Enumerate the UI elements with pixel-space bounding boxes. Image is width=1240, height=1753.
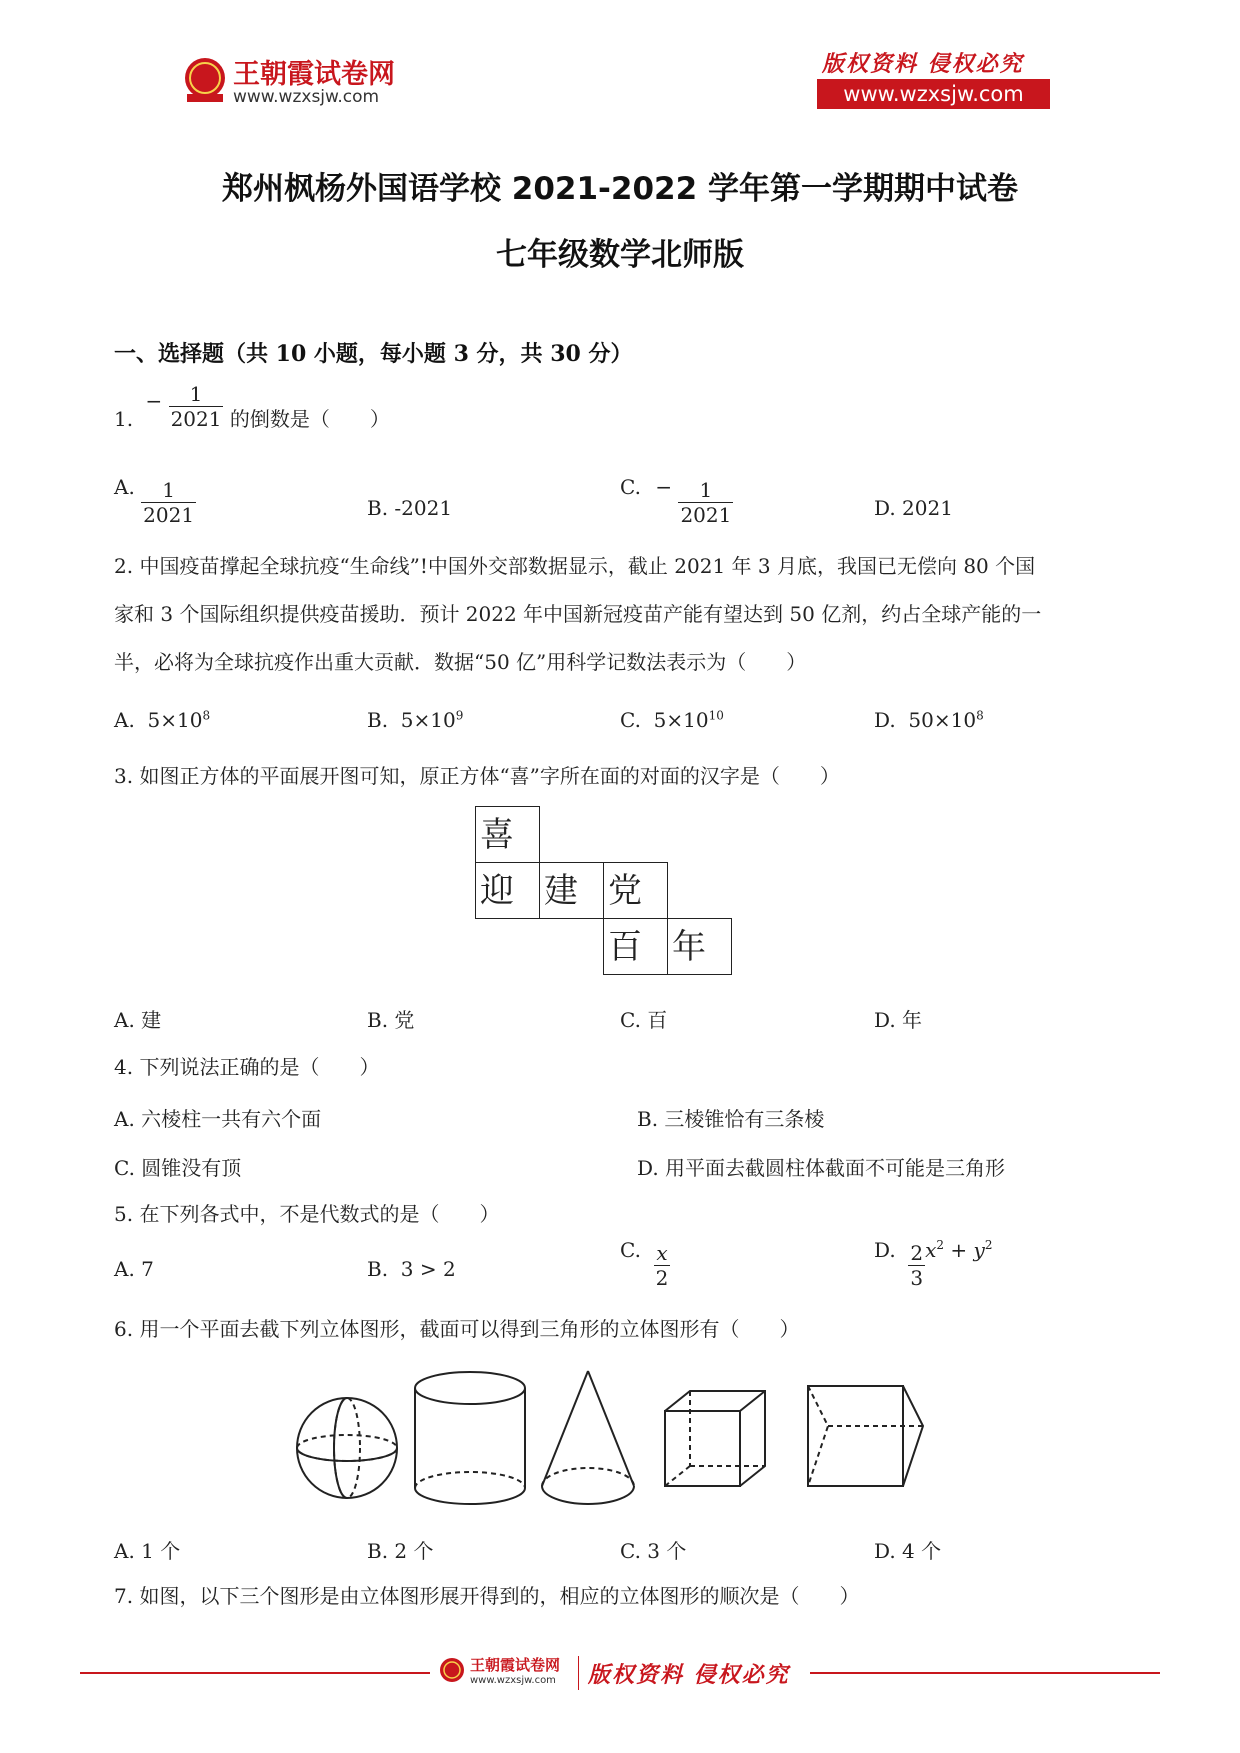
net-cell: 百: [603, 918, 668, 975]
q5-option-b[interactable]: [367, 1257, 456, 1281]
q6-option-b[interactable]: B. 2 个: [367, 1539, 434, 1563]
cylinder-figure: [415, 1372, 525, 1504]
fraction: [169, 382, 224, 431]
question-2-line-3: 半，必将为全球抗疫作出重大贡献．数据“50 亿”用科学记数法表示为（ ）: [114, 650, 807, 674]
q3-option-a[interactable]: A. 建: [114, 1008, 162, 1032]
question-5: 5. 在下列各式中，不是代数式的是（ ）: [114, 1202, 500, 1226]
option-label: A.: [114, 475, 135, 499]
header-logo[interactable]: [181, 50, 401, 110]
exp: 2: [936, 1238, 945, 1253]
frac-den: 2021: [143, 503, 195, 527]
frac-sign: −: [655, 475, 673, 499]
frac-den: 3: [910, 1266, 924, 1290]
q5-option-a[interactable]: A. 7: [114, 1257, 154, 1281]
q2-option-b[interactable]: [367, 708, 463, 732]
q5-option-c[interactable]: [620, 1238, 670, 1290]
question-2-line-2: 家和 3 个国际组织提供疫苗援助．预计 2022 年中国新冠疫苗产能有望达到 50 亿剂，约占全球产能的一: [114, 602, 1042, 626]
page-subtitle: 七年级数学北师版: [496, 237, 744, 273]
q4-option-b[interactable]: B. 三棱锥恰有三条棱: [637, 1107, 825, 1131]
section-heading: 一、选择题（共 10 小题，每小题 3 分，共 30 分）: [114, 341, 633, 367]
logo-url[interactable]: www.wzxsjw.com: [233, 87, 380, 107]
option-base: 5×10: [147, 708, 203, 732]
net-cell: 年: [667, 918, 732, 975]
exp: 2: [984, 1238, 993, 1253]
q4-option-d[interactable]: D. 用平面去截圆柱体截面不可能是三角形: [637, 1156, 1006, 1180]
footer-divider-right: [810, 1672, 1160, 1674]
option-base: 5×10: [400, 708, 456, 732]
q2-option-d[interactable]: [874, 708, 984, 732]
header-rights: 版权资料 侵权必究: [822, 51, 1024, 77]
q6-option-c[interactable]: C. 3 个: [620, 1539, 687, 1563]
q6-option-d[interactable]: D. 4 个: [874, 1539, 942, 1563]
question-number: 1.: [114, 407, 134, 431]
sphere-figure: [297, 1398, 397, 1498]
option-base: 5×10: [653, 708, 709, 732]
q1-option-b[interactable]: B. -2021: [367, 496, 453, 520]
option-label: D.: [874, 708, 896, 732]
question-6: 6. 用一个平面去截下列立体图形，截面可以得到三角形的立体图形有（ ）: [114, 1317, 800, 1341]
footer-logo-url[interactable]: www.wzxsjw.com: [470, 1675, 556, 1686]
seal-icon: [181, 54, 229, 106]
option-label: D.: [874, 1238, 896, 1262]
question-text: 的倒数是（ ）: [229, 407, 390, 431]
option-label: B.: [367, 708, 389, 732]
frac-num: 1: [189, 382, 203, 406]
frac-sign: −: [145, 389, 163, 413]
q5-option-d[interactable]: [874, 1238, 993, 1290]
option-label: C.: [620, 708, 641, 732]
question-3: 3. 如图正方体的平面展开图可知，原正方体“喜”字所在面的对面的汉字是（ ）: [114, 764, 840, 788]
net-cell: 党: [603, 862, 668, 919]
option-exp: 8: [202, 708, 211, 723]
q3-option-c[interactable]: C. 百: [620, 1008, 668, 1032]
frac-den: 2021: [680, 503, 732, 527]
question-7: 7. 如图，以下三个图形是由立体图形展开得到的，相应的立体图形的顺次是（ ）: [114, 1584, 860, 1608]
footer-logo[interactable]: [438, 1652, 578, 1692]
net-cell: 建: [539, 862, 604, 919]
footer-separator: [578, 1656, 579, 1690]
q4-option-a[interactable]: A. 六棱柱一共有六个面: [114, 1107, 322, 1131]
cube-net-figure: [475, 806, 745, 986]
page-title: 郑州枫杨外国语学校 2021-2022 学年第一学期期中试卷: [221, 171, 1018, 207]
fraction: [678, 478, 733, 527]
q1-option-d[interactable]: D. 2021: [874, 496, 953, 520]
q3-option-d[interactable]: D. 年: [874, 1008, 923, 1032]
q1-option-a[interactable]: [114, 475, 196, 527]
option-label: B.: [367, 1257, 389, 1281]
option-label: C.: [620, 1238, 641, 1262]
footer-divider-left: [80, 1672, 430, 1674]
cube-figure: [665, 1391, 765, 1486]
option-exp: 8: [976, 708, 984, 723]
solids-figure: [290, 1366, 950, 1516]
question-2-line-1: 2. 中国疫苗撑起全球抗疫“生命线”!中国外交部数据显示，截止 2021 年 3 月底，我国已无偿向 80 个国: [114, 554, 1036, 578]
q2-option-c[interactable]: [620, 708, 724, 732]
net-cell: 迎: [475, 862, 540, 919]
cone-figure: [542, 1371, 634, 1504]
option-exp: 10: [708, 708, 724, 723]
seal-icon: [438, 1656, 466, 1686]
var-y: y: [973, 1238, 985, 1262]
option-label: A.: [114, 708, 135, 732]
q3-option-b[interactable]: B. 党: [367, 1008, 415, 1032]
option-label: C.: [620, 475, 641, 499]
plus: +: [944, 1238, 974, 1262]
question-1: [114, 382, 390, 445]
var-x: x: [925, 1238, 937, 1262]
q6-option-a[interactable]: A. 1 个: [114, 1539, 181, 1563]
footer-logo-title: 王朝霞试卷网: [470, 1656, 561, 1674]
header-url-banner[interactable]: www.wzxsjw.com: [817, 79, 1050, 109]
question-4: 4. 下列说法正确的是（ ）: [114, 1055, 380, 1079]
fraction: [908, 1241, 925, 1290]
fraction: [141, 478, 196, 527]
option-base: 50×10: [908, 708, 977, 732]
q2-option-a[interactable]: [114, 708, 210, 732]
fraction: [654, 1241, 671, 1290]
prism-figure: [808, 1386, 923, 1486]
frac-num: 1: [162, 478, 175, 502]
frac-num: x: [656, 1241, 668, 1265]
footer-rights: 版权资料 侵权必究: [588, 1662, 790, 1688]
q1-option-c[interactable]: [620, 475, 733, 527]
logo-title: 王朝霞试卷网: [233, 59, 395, 90]
option-expr: 3 > 2: [400, 1257, 456, 1281]
option-exp: 9: [455, 708, 464, 723]
frac-num: 2: [910, 1241, 924, 1265]
frac-den: 2: [655, 1266, 669, 1290]
net-cell: 喜: [475, 806, 540, 863]
frac-num: 1: [699, 478, 713, 502]
frac-den: 2021: [170, 407, 222, 431]
q4-option-c[interactable]: C. 圆锥没有顶: [114, 1156, 242, 1180]
